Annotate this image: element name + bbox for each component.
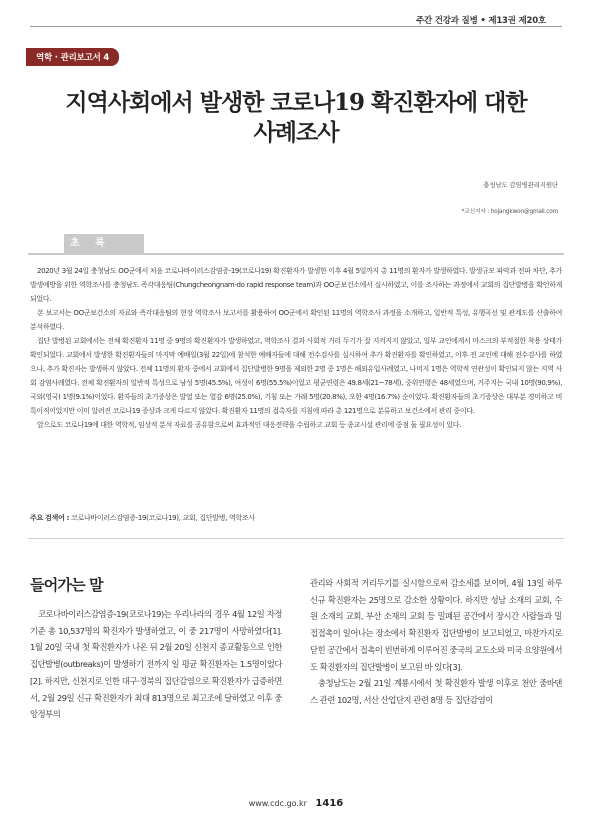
abstract-label: 초 록 [64,234,144,254]
page-footer [0,798,592,809]
keywords-rule [28,538,564,539]
abstract-paragraph: 2020년 3월 24일 충청남도 OO군에서 처음 코로나바이러스감염증-19(코로나19) 확진환자가 발생한 이후 4월 5일까지 총 11명의 환자가 발생하였다. 발생규모 파악과 전파 차단, 추가 발생예방을 위한 역학조사를 충청남도 즉각대응팀(Chungcheongnam-do rapid response team)과 OO군보건소에서 실시하였고, 이를 조사하는 과정에서 교회의 집단발병을 확인하게 되었다. [30,267,562,303]
journal-header [0,10,592,40]
keywords-label: 주요 검색어 : [30,514,70,522]
title-line-1: 지역사회에서 발생한 코로나19 확진환자에 대한 [65,89,527,116]
section-heading: 들어가는 말 [30,576,103,594]
author-affiliation: 충청남도 감염병관리지원단 [483,181,558,189]
abstract-paragraph: 앞으로도 코로나19에 대한 역학적, 임상적 분석 자료를 공유함으로써 효과적인 대응전략을 수립하고 교회 등 종교시설 관리에 중점 둘 필요성이 있다. [37,421,462,429]
journal-title: 주간 건강과 질병 • 제13권 제20호 [410,14,552,26]
body-paragraph: 관리와 사회적 거리두기를 실시함으로써 감소세를 보이며, 4월 13일 하루 신규 확진환자는 25명으로 감소한 상황이다. 하지만 성남 소재의 교회, 수원 소재의 교회, 부산 소재의 교회 등 밀폐된 공간에서 장시간 사람들과 밀접접촉이 일어나는 장소에서 확진환자 집단발병이 보고되었고, 마찬가지로 닫힌 공간에서 접촉이 빈번하게 이루어진 중국의 교도소와 미국 요양원에서도 확진환자의 집단발병이 보고된 바 있다[3]. [310,578,563,672]
abstract-body [30,264,562,432]
abstract-paragraph: 본 보고서는 OO군보건소의 자료와 즉각대응팀의 현장 역학조사 보고서를 활용하여 OO군에서 확인된 11명의 역학조사 과정을 소개하고, 일반적 특성, 유행곡선 및 관계도를 산출하여 분석하였다. [30,309,562,331]
keywords-value: 코로나바이러스감염증-19(코로나19), 교회, 집단발병, 역학조사 [71,514,255,522]
abstract-paragraph: 집단 발병된 교회에서는 전체 확진환자 11명 중 9명의 확진환자가 발생하였고, 역학조사 결과 사회적 거리 두기가 잘 지켜지지 않았고, 일부 교인에게서 마스크의 부적절한 착용 상태가 확인되었다. 교회에서 발생한 확진환자들의 마지막 예배일(3월 22일)에 참석한 예배자들에 대해 전수검사를 실시하여 추가 확진환자를 확인하였고, 이후 전 교인에 대해 전수검사를 하였으나, 추가 확진자는 발생하지 않았다. 전체 11명의 환자 중에서 교회에서 집단발병한 9명을 제외한 2명 중 1명은 해외유입사례였고, 나머지 1명은 역학적 연관성이 확인되지 않는 지역 사회 감염사례였다. 전체 확진환자의 일반적 특성으로 남성 5명(45.5%), 여성이 6명(55.5%)이었고 평균연령은 49.8세(21~78세), 중위연령은 48세였으며, 거주지는 국내 10명(90.9%), 국외(영국) 1명(9.1%)이었다. 환자들의 초기증상은 발열 또는 열감 6명(25.0%), 기침 또는 가래 5명(20.8%), 오한 4명(16.7%) 순이었다. 확진환자들의 초기증상은 대부분 경미하고 비특이적이었지만 이미 알려진 코로나19 증상과 크게 다르지 않았다. 확진환자 11명의 접촉자를 지침에 따라 총 121명으로 분류하고 보건소에서 관리 중이다. [30,337,562,415]
section-tag: 역학 · 관리보고서 4 [26,48,119,66]
abstract-header [28,234,564,254]
header-rule [30,26,562,27]
body-paragraph: 충청남도는 2월 21일 계룡시에서 첫 확진환자 발생 이후로 천안 줌바댄스 관련 102명, 서산 산업단지 관련 8명 등 집단감염이 [310,678,562,705]
body-column-right [310,575,562,709]
body-column-left [30,574,282,723]
page-number: 1416 [315,798,344,809]
article-title [20,88,572,148]
body-paragraph: 코로나바이러스감염증-19(코로나19)는 우리나라의 경우 4월 12일 자정 기준 총 10,537명의 확진자가 발생하였고, 이 중 217명이 사망하였다[1]. 1월 20일 국내 첫 확진환자가 나온 뒤 2월 20일 신천지 종교활동으로 인한 집단발병(outbreaks)이 발생하기 전까지 일 평균 확진환자는 1.5명이었다[2]. 하지만, 신천지로 인한 대구·경북의 집단감염으로 확진환자가 급증하면서, 2월 29일 신규 확진환자가 최대 813명으로 최고조에 달하였고 이후 중앙정부의 [30,609,282,720]
keywords [30,513,562,523]
corresponding-author: *교신저자 : hojangkwon@gmail.com [461,209,558,215]
title-line-2: 사례조사 [253,119,339,146]
footer-site: www.cdc.go.kr [248,799,307,808]
